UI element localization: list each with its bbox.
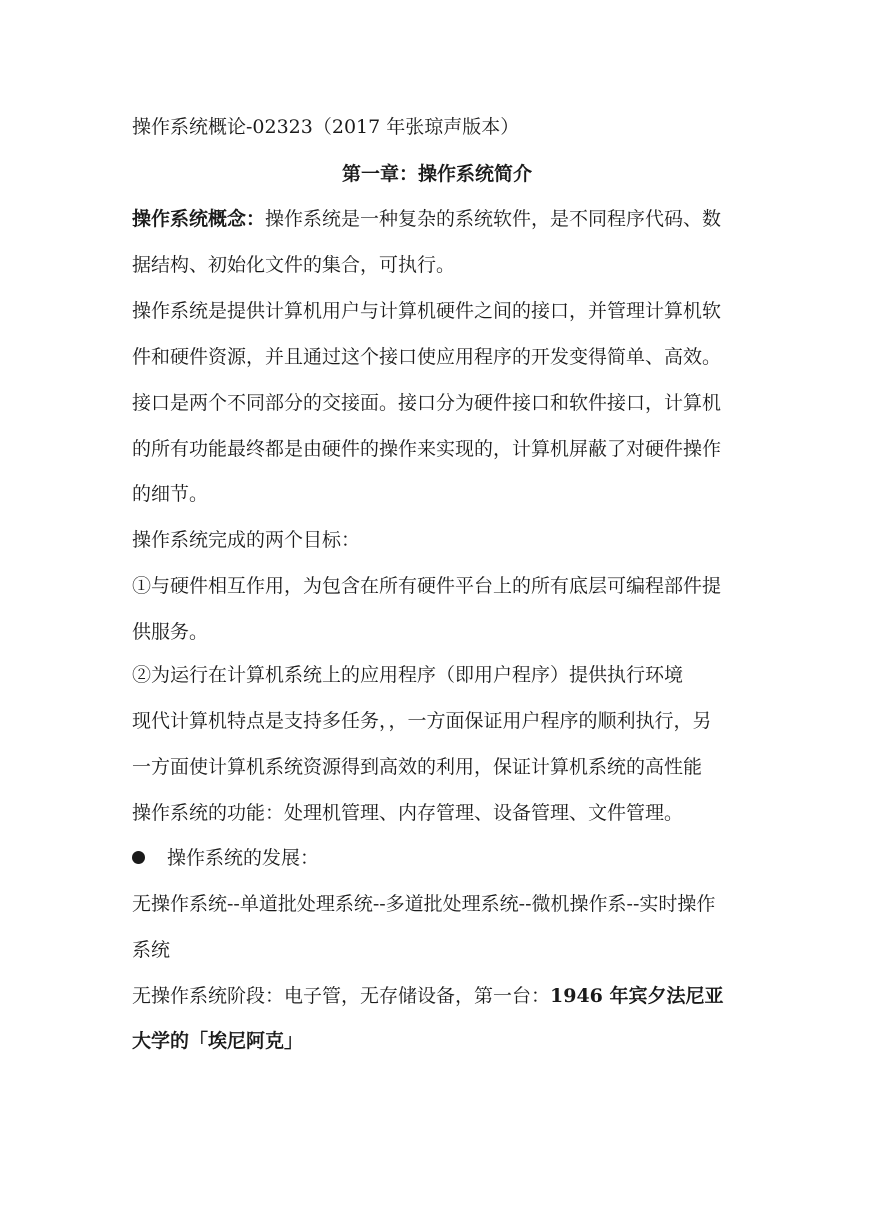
no-os-line-1 [132, 983, 742, 1009]
modern-line-1: 现代计算机特点是支持多任务，，一方面保证用户程序的顺利执行，另 [132, 710, 712, 732]
goal-1-line-2: 供服务。 [132, 621, 209, 643]
interface-line-3: 接口是两个不同部分的交接面。接口分为硬件接口和软件接口，计算机 [132, 392, 722, 414]
concept-text-1: 操作系统是一种复杂的系统软件，是不同程序代码、数 [265, 208, 722, 230]
stages-line-2: 系统 [132, 939, 171, 961]
no-os-prefix: 无操作系统阶段：电子管，无存储设备，第一台： [132, 985, 551, 1007]
functions-line: 操作系统的功能：处理机管理、内存管理、设备管理、文件管理。 [132, 802, 684, 824]
goals-heading: 操作系统完成的两个目标： [132, 529, 361, 551]
interface-line-1: 操作系统是提供计算机用户与计算机硬件之间的接口，并管理计算机软 [132, 300, 722, 322]
development-bullet-text: 操作系统的发展： [167, 847, 320, 869]
document-header: 操作系统概论-02323（2017 年张琼声版本） [132, 116, 520, 138]
goal-2: ②为运行在计算机系统上的应用程序（即用户程序）提供执行环境 [132, 664, 684, 686]
chapter-title: 第一章：操作系统简介 [341, 163, 532, 185]
development-bullet-item [132, 845, 742, 871]
interface-line-2: 件和硬件资源，并且通过这个接口使应用程序的开发变得简单、高效。 [132, 346, 722, 368]
goal-1-line-1: ①与硬件相互作用，为包含在所有硬件平台上的所有底层可编程部件提 [132, 575, 722, 597]
stages-line-1: 无操作系统--单道批处理系统--多道批处理系统--微机操作系--实时操作 [132, 893, 716, 915]
concept-line-1 [132, 206, 742, 232]
concept-term: 操作系统概念： [132, 208, 266, 230]
bullet-dot-icon [132, 851, 145, 864]
concept-line-2: 据结构、初始化文件的集合，可执行。 [132, 254, 456, 276]
modern-line-2: 一方面使计算机系统资源得到高效的利用，保证计算机系统的高性能 [132, 756, 703, 778]
interface-line-4: 的所有功能最终都是由硬件的操作来实现的，计算机屏蔽了对硬件操作 [132, 438, 722, 460]
no-os-bold-1: 1946 年宾夕法尼亚 [550, 985, 724, 1007]
interface-line-5: 的细节。 [132, 483, 209, 505]
no-os-line-2: 大学的「埃尼阿克」 [132, 1030, 304, 1052]
